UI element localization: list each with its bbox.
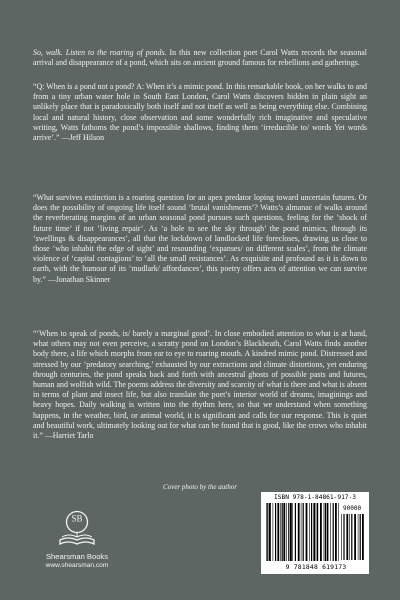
intro-text: In this new collection poet Carol Watts records the seasonal arrival and disappearance of a pond, which sits on ancient ground famous for rebellions and gatherings. (33, 48, 368, 68)
barcode-stripe (335, 503, 337, 561)
barcode-stripe (317, 503, 318, 561)
barcode-stripe (280, 503, 281, 561)
barcode-stripe (324, 503, 325, 561)
barcode-stripe (354, 514, 356, 560)
barcode-stripe (316, 503, 317, 561)
barcode-stripe (292, 503, 293, 561)
barcode-stripe (320, 503, 322, 561)
publisher-url: www.shearsman.com (45, 562, 109, 569)
barcode-stripe (330, 503, 331, 561)
intro-paragraph (33, 48, 367, 68)
barcode-stripe (273, 503, 274, 561)
blurb-jonathan-skinner: “What survives extinction is a roaring question for an apex predator loping toward uncertain futures. Or does the possibility of ongoing life itself sound ‘brutal vanishments’? Watts’s almanac of walks around the reverberating margins of an urban seasonal pond pursues such questions, feeling for the ‘shock of future time’ if not ‘living repair’. As ‘a hole to see the sky through’ the pond mimics, through its ‘swellings & disappearances’, all that the lockdown of landlocked life forecloses, drawing us close to those ‘who inhabit the edge of sight’ and resounding ‘expanses/ on different scales’, from the climate violence of ‘capital contagions’ to ‘all the small resistances’. As exquisite and profound as it is down to earth, with the humour of its ‘mudlark/ affordances’, this poetry offers acts of attention we can survive by.” —Jonathan Skinner (33, 193, 367, 284)
barcode-stripe (275, 503, 276, 561)
intro-lead: So, walk. Listen to the roaring of ponds. (33, 48, 167, 57)
barcode-stripe (282, 503, 283, 561)
barcode-stripe (362, 514, 364, 560)
barcode-stripe (277, 503, 279, 561)
barcode-stripe (338, 503, 339, 561)
barcode-stripe (267, 503, 268, 561)
barcode-stripe (349, 514, 350, 560)
barcode-stripe (295, 503, 296, 561)
blurb-harriet-tarlo: “‘When to speak of ponds, is/ barely a marginal good’. In close embodied attention to what is at hand, what others may not even perceive, a scratty pond on London’s Blackheath, Carol Watts finds another body there, a life which morphs from ear to eye to roaring mouth. A kindred mimic pond. Distressed and stressed by our ‘predatory searching,’ exhausted by our extractions and climate distortions, yet enduring through centuries, the pond speaks back and forth with ancestral ghosts of possible pasts and futures, human and wolfish wild. The poems address the diversity and scarcity of what is there and what is absent in terms of plant and insect life, but also translate the poet’s interior world of dreams, imaginings and heavy hopes. Daily walking is written into the rhythm here, so that we understand when something happens, in the weather, bird, or animal world, it is significant and calls for our response. This is quiet and beautiful work, ultimately looking out for what can be found that is good, like the crows who inhabit it.” —Harriet Tarlo (33, 329, 367, 441)
price-code: 90000 (343, 505, 362, 512)
barcode-stripe (286, 503, 287, 561)
barcode-bars-icon (266, 503, 340, 563)
ean-number: 9 781848 619173 (285, 563, 347, 571)
barcode-stripe (327, 503, 329, 561)
barcode-stripe (333, 503, 334, 561)
barcode-stripe (283, 503, 285, 561)
publisher-logo (32, 510, 122, 580)
barcode-stripe (301, 503, 302, 561)
barcode-stripe (325, 503, 326, 561)
barcode-stripe (290, 503, 292, 561)
barcode-stripe (266, 503, 267, 561)
barcode-stripe (306, 503, 308, 561)
shearsman-books-icon (58, 510, 96, 550)
barcode-stripe (343, 514, 344, 560)
isbn-barcode (261, 492, 369, 574)
barcode-stripe (288, 503, 289, 561)
publisher-name: Shearsman Books (45, 552, 109, 561)
barcode-stripe (360, 514, 361, 560)
blurb-jeff-hilson: “Q: When is a pond not a pond? A: When it’s a mimic pond. In this remarkable book, on her walks to and from a tiny urban water hole in South East London, Carol Watts discovers hidden in plain sight an unlikely place that is paradoxically both itself and not itself as well as being everything else. Combining local and natural history, close observation and some wonderfully rich imaginative and speculative writing, Watts fathoms the pond’s impossible shallows, finding them ‘irreducible to/ words Yet words arrive’.” —Jeff Hilson (33, 82, 367, 143)
barcode-stripe (313, 503, 315, 561)
barcode-stripe (358, 514, 359, 560)
barcode-stripe (351, 514, 352, 560)
barcode-stripe (341, 514, 342, 560)
barcode-stripe (309, 503, 310, 561)
barcode-stripe (311, 503, 312, 561)
barcode-stripe (303, 503, 304, 561)
barcode-stripe (298, 503, 300, 561)
isbn-text: ISBN 978-1-84861-917-3 (274, 494, 356, 501)
cover-photo-credit: Cover photo by the author (163, 483, 237, 491)
barcode-stripe (346, 514, 348, 560)
barcode-stripe (269, 503, 271, 561)
logo-letters: SB (71, 513, 83, 524)
